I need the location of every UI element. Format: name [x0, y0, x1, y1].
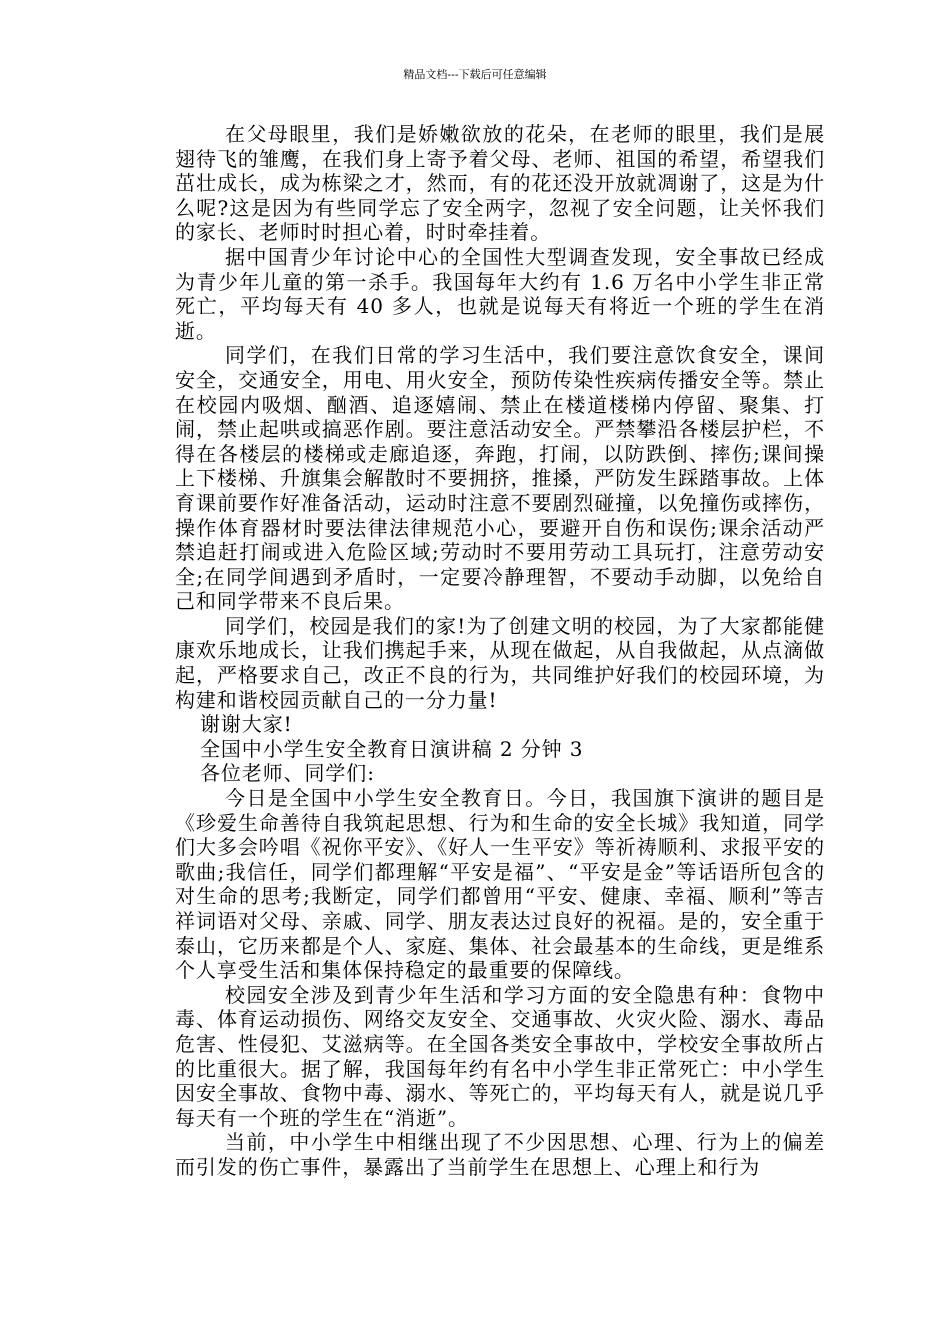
paragraph: 同学们，在我们日常的学习生活中，我们要注意饮食安全，课间安全，交通安全，用电、用火安全，预防传染性疾病传播安全等。禁止在校园内吸烟、酗酒、追逐嬉闹、禁止在楼道楼梯内停留、聚集、打闹，禁止起哄或搞恶作剧。要注意活动安全。严禁攀沿各楼层护栏，不得在各楼层的楼梯或走廊追逐，奔跑，打闹，以防跌倒、摔伤;课间操上下楼梯、升旗集会解散时不要拥挤，推搡，严防发生踩踏事故。上体育课前要作好准备活动，运动时注意不要剧烈碰撞，以免撞伤或摔伤，操作体育器材时要法律法律规范小心，要避开自伤和误伤;课余活动严禁追赶打闹或进入危险区域;劳动时不要用劳动工具玩打，注意劳动安全;在同学间遇到矛盾时，一定要冷静理智，不要动手动脚，以免给自己和同学带来不良后果。	[175, 343, 825, 614]
paragraph: 据中国青少年讨论中心的全国性大型调查发现，安全事故已经成为青少年儿童的第一杀手。我国每年大约有 1.6 万名中小学生非正常死亡，平均每天有 40 多人，也就是说每天有将近一个班的学生在消逝。	[175, 244, 825, 343]
paragraph: 校园安全涉及到青少年生活和学习方面的安全隐患有种：食物中毒、体育运动损伤、网络交友安全、交通事故、火灾火险、溺水、毒品危害、性侵犯、艾滋病等。在全国各类安全事故中，学校安全事故所占的比重很大。据了解，我国每年约有名中小学生非正常死亡：中小学生因安全事故、食物中毒、溺水、等死亡的，平均每天有人，就是说几乎每天有一个班的学生在“消逝”。	[175, 982, 825, 1130]
paragraph: 同学们，校园是我们的家!为了创建文明的校园，为了大家都能健康欢乐地成长，让我们携起手来，从现在做起，从自我做起，从点滴做起，严格要求自己，改正不良的行为，共同维护好我们的校园环境，为构建和谐校园贡献自己的一分力量!	[175, 613, 825, 712]
paragraph: 当前，中小学生中相继出现了不少因思想、心理、行为上的偏差而引发的伤亡事件，暴露出了当前学生在思想上、心理上和行为	[175, 1130, 825, 1179]
greeting-line: 各位老师、同学们:	[200, 761, 375, 786]
page-header: 精品文档---下载后可任意编辑	[403, 68, 547, 81]
paragraph: 在父母眼里，我们是娇嫩欲放的花朵，在老师的眼里，我们是展翅待飞的雏鹰，在我们身上寄予着父母、老师、祖国的希望，希望我们茁壮成长，成为栋梁之才，然而，有的花还没开放就凋谢了，这是为什么呢?这是因为有些同学忘了安全两字，忽视了安全问题，让关怀我们的家长、老师时时担心着，时时牵挂着。	[175, 122, 825, 245]
document-body	[175, 122, 825, 1180]
paragraph: 今日是全国中小学生安全教育日。今日，我国旗下演讲的题目是《珍爱生命善待自我筑起思想、行为和生命的安全长城》我知道，同学们大多会吟唱《祝你平安》、《好人一生平安》等祈祷顺利、求报平安的歌曲;我信任，同学们都理解“平安是福”、“平安是金”等话语所包含的对生命的思考;我断定，同学们都曾用“平安、健康、幸福、顺利”等吉祥词语对父母、亲戚、同学、朋友表达过良好的祝福。是的，安全重于泰山，它历来都是个人、家庭、集体、社会最基本的生命线，更是维系个人享受生活和集体保持稳定的最重要的保障线。	[175, 786, 825, 983]
thanks-line: 谢谢大家!	[200, 712, 293, 737]
speech-title: 全国中小学生安全教育日演讲稿 2 分钟 3	[200, 736, 584, 761]
